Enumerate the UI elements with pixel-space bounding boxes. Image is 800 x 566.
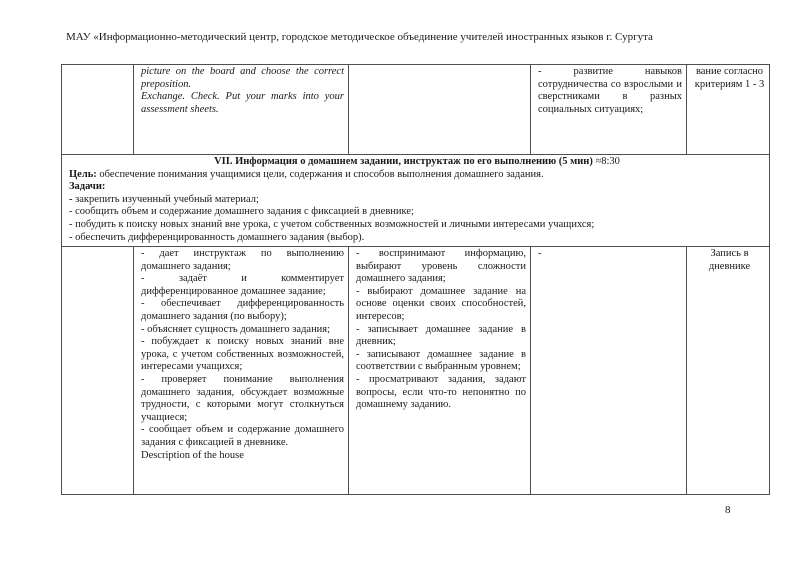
cell-uud-development	[531, 65, 687, 155]
table-row-section-header	[62, 155, 770, 247]
uud-text: - развитие навыков сотрудничества со взрослыми и сверстниками в разных социальных ситуациях;	[538, 66, 682, 115]
student-action: - воспринимают информацию, выбирают уровень сложности домашнего задания;	[356, 248, 526, 285]
assessment-text: вание согласно критериям 1 - 3	[694, 66, 765, 90]
teacher-action: - побуждает к поиску новых знаний вне урока, с учетом собственных возможностей, интересами учащихся;	[141, 336, 344, 373]
uud-dash: -	[538, 248, 542, 259]
teacher-action: - задаёт и комментирует дифференцированное домашнее задание;	[141, 273, 344, 297]
student-action: - просматривают задания, задают вопросы, если что-то непонятно по домашнему заданию.	[356, 373, 526, 411]
task-item: - сообщить объем и содержание домашнего задания с фиксацией в дневнике;	[69, 206, 414, 218]
tasks-label: Задачи:	[69, 181, 106, 193]
teacher-action: - проверяет понимание выполнения домашнего задания, обсуждает возможные трудности, с которыми могут столкнуться учащиеся;	[141, 373, 344, 423]
cell-uud-dash	[531, 247, 687, 495]
goal-text: обеспечение понимания учащимися цели, содержания и способов выполнения домашнего задания.	[99, 168, 544, 180]
section-goal	[69, 169, 765, 182]
cell-section-header	[62, 155, 770, 247]
document-header-text: МАУ «Информационно-методический центр, городское методическое объединение учителей иностранных языков г. Сургута	[66, 31, 653, 43]
cell-stage-empty	[62, 65, 134, 155]
student-action: - выбирают домашнее задание на основе оценки своих способностей, интересов;	[356, 285, 526, 322]
teacher-action: - обеспечивает дифференцированность домашнего задания (по выбору);	[141, 298, 344, 322]
page-number: 8	[725, 504, 731, 516]
cell-student-activity-empty	[349, 65, 531, 155]
cell-assessment-criteria	[687, 65, 770, 155]
teacher-action: - сообщает объем и содержание домашнего задания с фиксацией в дневнике.	[141, 424, 344, 448]
teacher-action-english-title: Description of the house	[141, 449, 244, 461]
cell-student-actions	[349, 247, 531, 495]
task-bullet: -	[69, 193, 73, 205]
student-action: - записывают домашнее задание в соответствии с выбранным уровнем;	[356, 348, 526, 373]
goal-label: Цель:	[69, 168, 97, 180]
cell-stage-empty	[62, 247, 134, 495]
cell-teacher-speech-english	[134, 65, 349, 155]
task-text: закрепить изученный учебный материал;	[75, 193, 259, 205]
task-item: - побудить к поиску новых знаний вне урока, с учетом собственных возможностей и личными интересами учащихся;	[69, 218, 595, 230]
lesson-plan-table	[61, 64, 770, 495]
section-title-time: ≈8:30	[595, 156, 620, 167]
teacher-action: - дает инструктаж по выполнению домашнего задания;	[141, 248, 344, 272]
student-action: - записывает домашнее задание в дневник;	[356, 323, 526, 348]
control-note-text: Запись в дневнике	[708, 248, 751, 272]
teacher-action: - объясняет сущность домашнего задания;	[141, 323, 331, 335]
english-instruction-line: Exchange. Check. Put your marks into your assessment sheets.	[141, 91, 344, 115]
table-row-continuation	[62, 65, 770, 155]
section-title	[69, 156, 765, 169]
task-item	[69, 194, 765, 207]
english-instruction-line: picture on the board and choose the correct preposition.	[141, 66, 344, 90]
task-item: - обеспечить дифференцированность домашнего задания (выбор).	[69, 231, 365, 243]
cell-teacher-actions	[134, 247, 349, 495]
section-title-bold: VII. Информация о домашнем задании, инструктаж по его выполнению (5 мин)	[214, 156, 593, 167]
cell-control-note	[687, 247, 770, 495]
table-row-homework-stage	[62, 247, 770, 495]
